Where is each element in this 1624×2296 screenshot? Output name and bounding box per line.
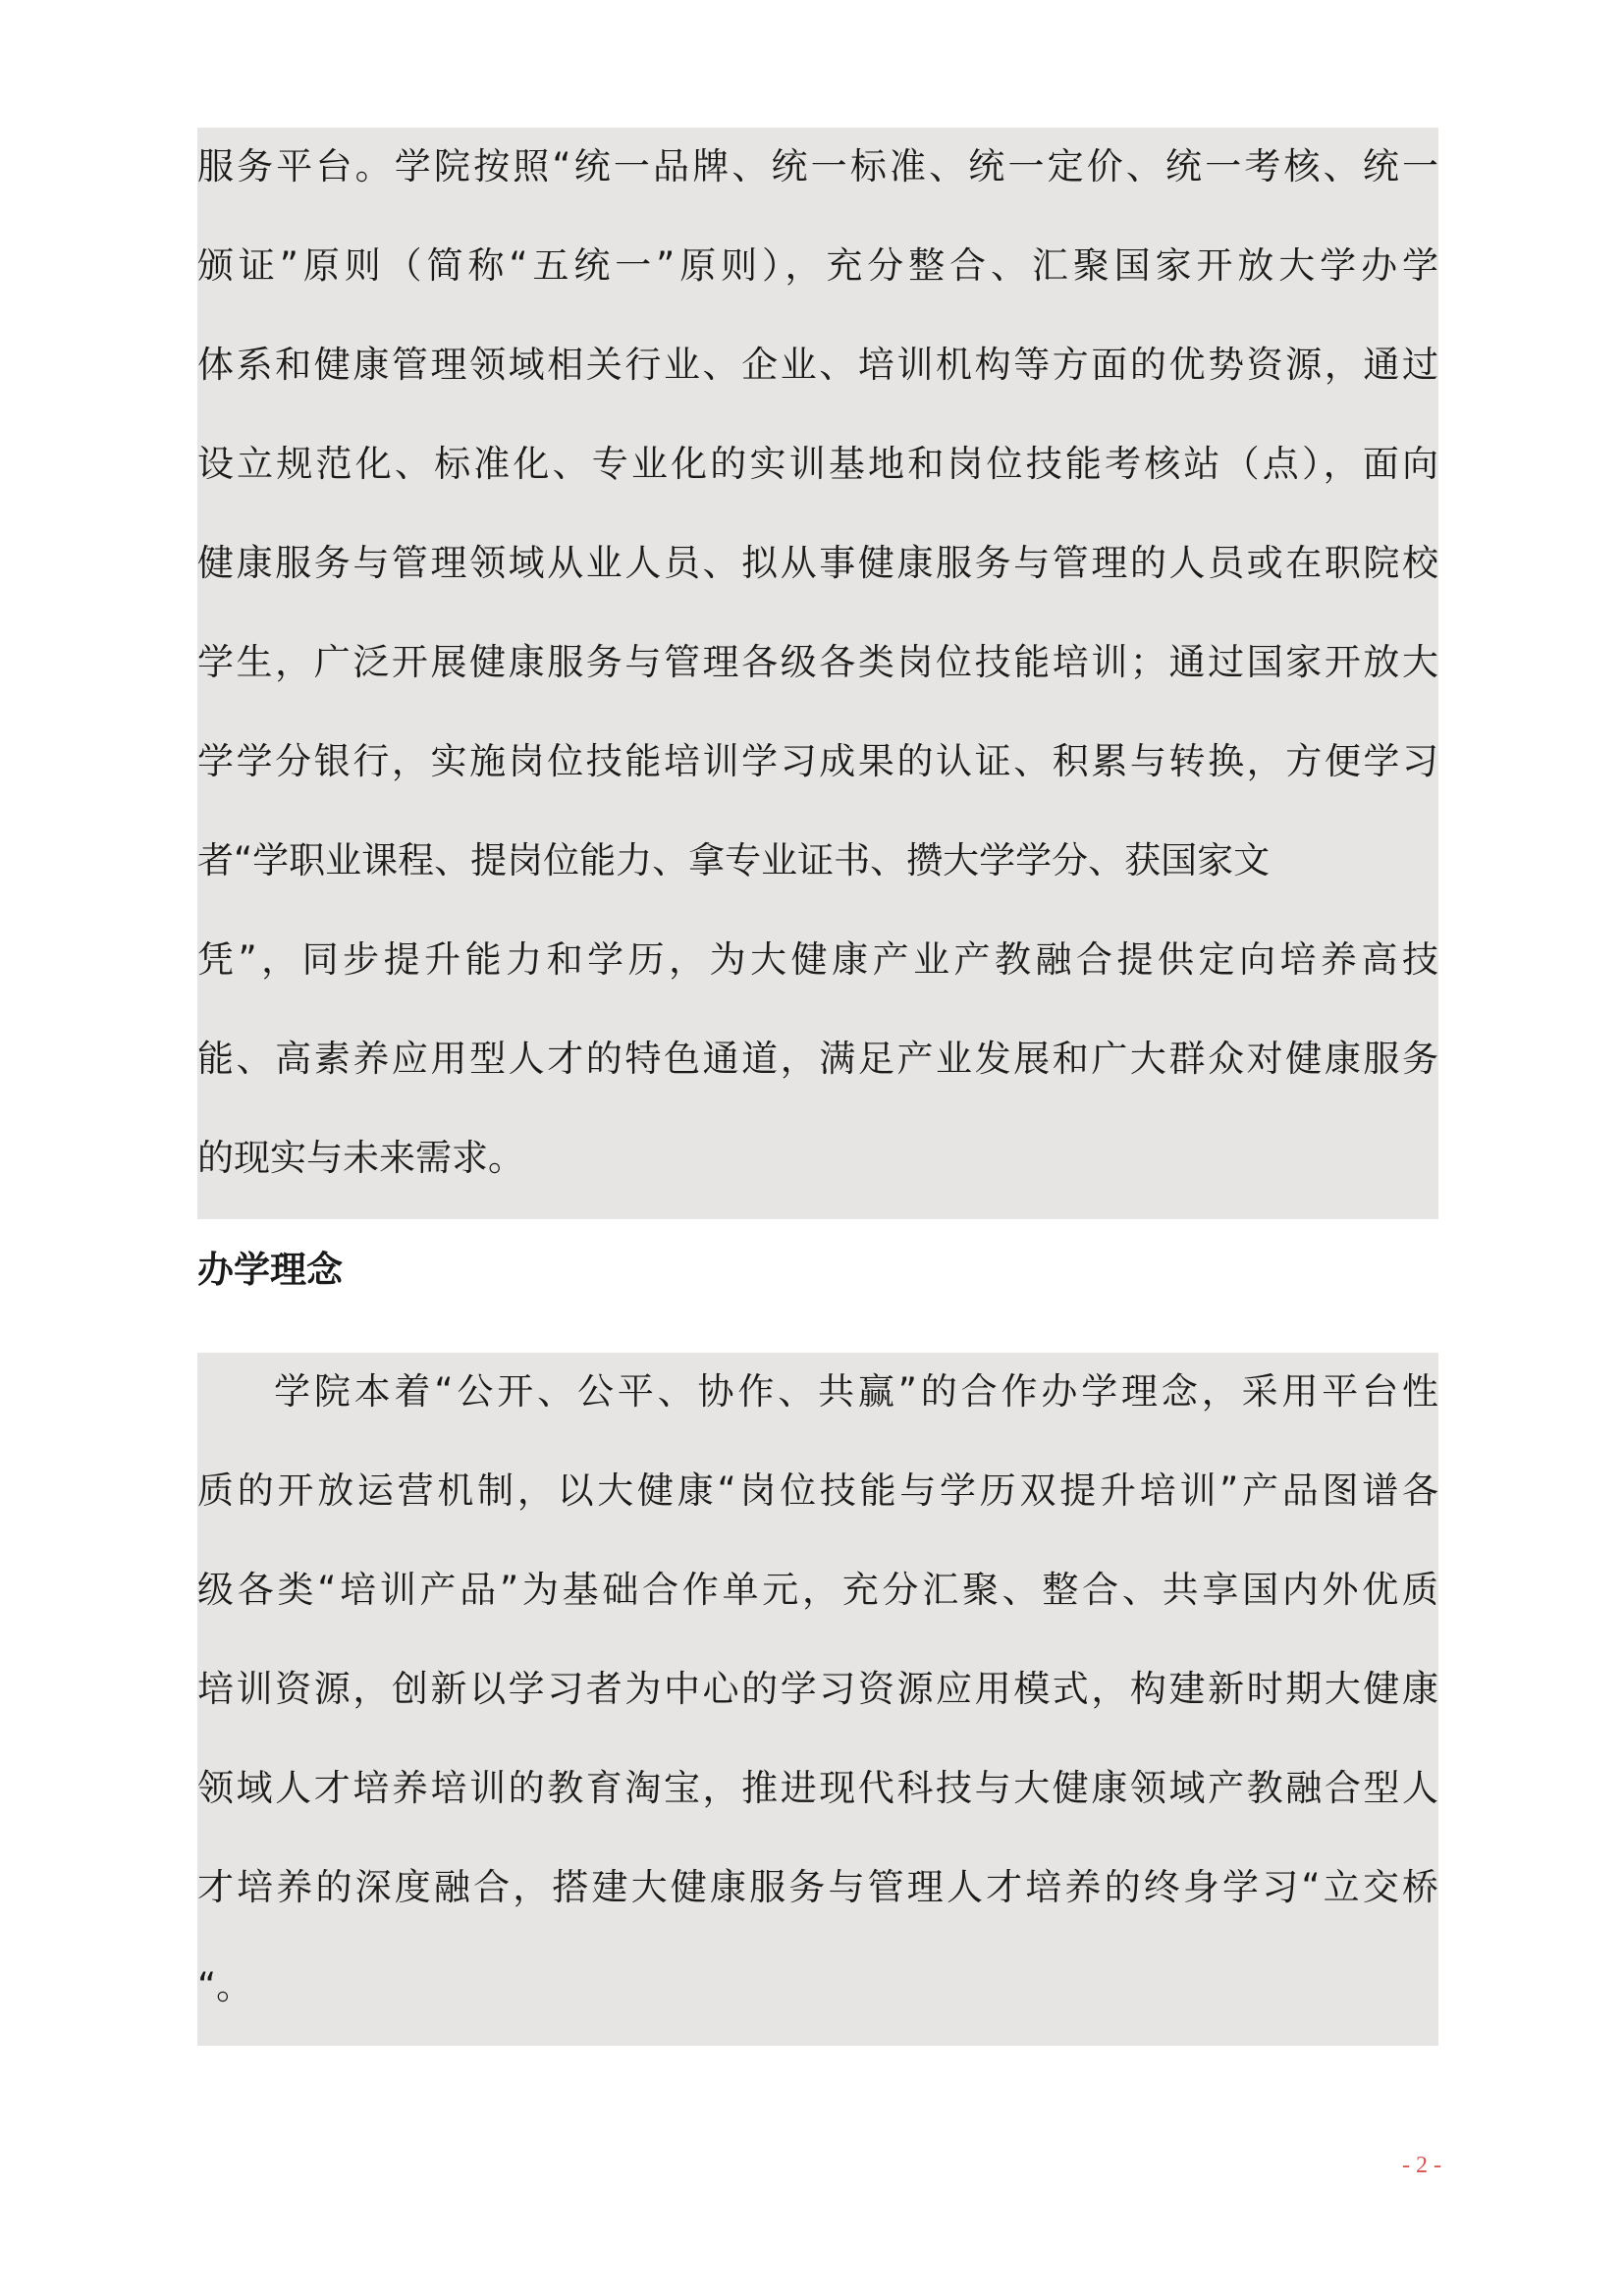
section-heading: 办学理念 — [197, 1249, 343, 1291]
paragraph-line: 学生，广泛开展健康服务与管理各级各类岗位技能培训；通过国家开放大 — [197, 641, 1438, 683]
paragraph-line: 才培养的深度融合，搭建大健康服务与管理人才培养的终身学习“立交桥 — [197, 1866, 1438, 1908]
paragraph-line: 学院本着“公开、公平、协作、共赢”的合作办学理念，采用平台性 — [274, 1370, 1438, 1413]
paragraph-line: 体系和健康管理领域相关行业、企业、培训机构等方面的优势资源，通过 — [197, 344, 1438, 386]
page-number: - 2 - — [1402, 2153, 1441, 2178]
paragraph-line: 级各类“培训产品”为基础合作单元，充分汇聚、整合、共享国内外优质 — [197, 1569, 1438, 1611]
paragraph-line: “。 — [197, 1965, 253, 2007]
paragraph-line: 能、高素养应用型人才的特色通道，满足产业发展和广大群众对健康服务 — [197, 1038, 1438, 1080]
paragraph-line: 质的开放运营机制，以大健康“岗位技能与学历双提升培训”产品图谱各 — [197, 1469, 1438, 1512]
paragraph-line: 学学分银行，实施岗位技能培训学习成果的认证、积累与转换，方便学习 — [197, 740, 1438, 782]
paragraph-line: 设立规范化、标准化、专业化的实训基地和岗位技能考核站（点），面向 — [197, 443, 1438, 485]
paragraph-line: 凭”，同步提升能力和学历，为大健康产业产教融合提供定向培养高技 — [197, 938, 1438, 981]
paragraph-line: 者“学职业课程、提岗位能力、拿专业证书、攒大学学分、获国家文 — [197, 839, 1271, 881]
paragraph-line: 领域人才培养培训的教育淘宝，推进现代科技与大健康领域产教融合型人 — [197, 1767, 1438, 1809]
paragraph-line: 颁证”原则（简称“五统一”原则），充分整合、汇聚国家开放大学办学 — [197, 244, 1438, 287]
paragraph-line: 的现实与未来需求。 — [197, 1137, 524, 1179]
paragraph-line: 服务平台。学院按照“统一品牌、统一标准、统一定价、统一考核、统一 — [197, 145, 1438, 187]
paragraph-line: 健康服务与管理领域从业人员、拟从事健康服务与管理的人员或在职院校 — [197, 542, 1438, 584]
paragraph-line: 培训资源，创新以学习者为中心的学习资源应用模式，构建新时期大健康 — [197, 1668, 1438, 1710]
